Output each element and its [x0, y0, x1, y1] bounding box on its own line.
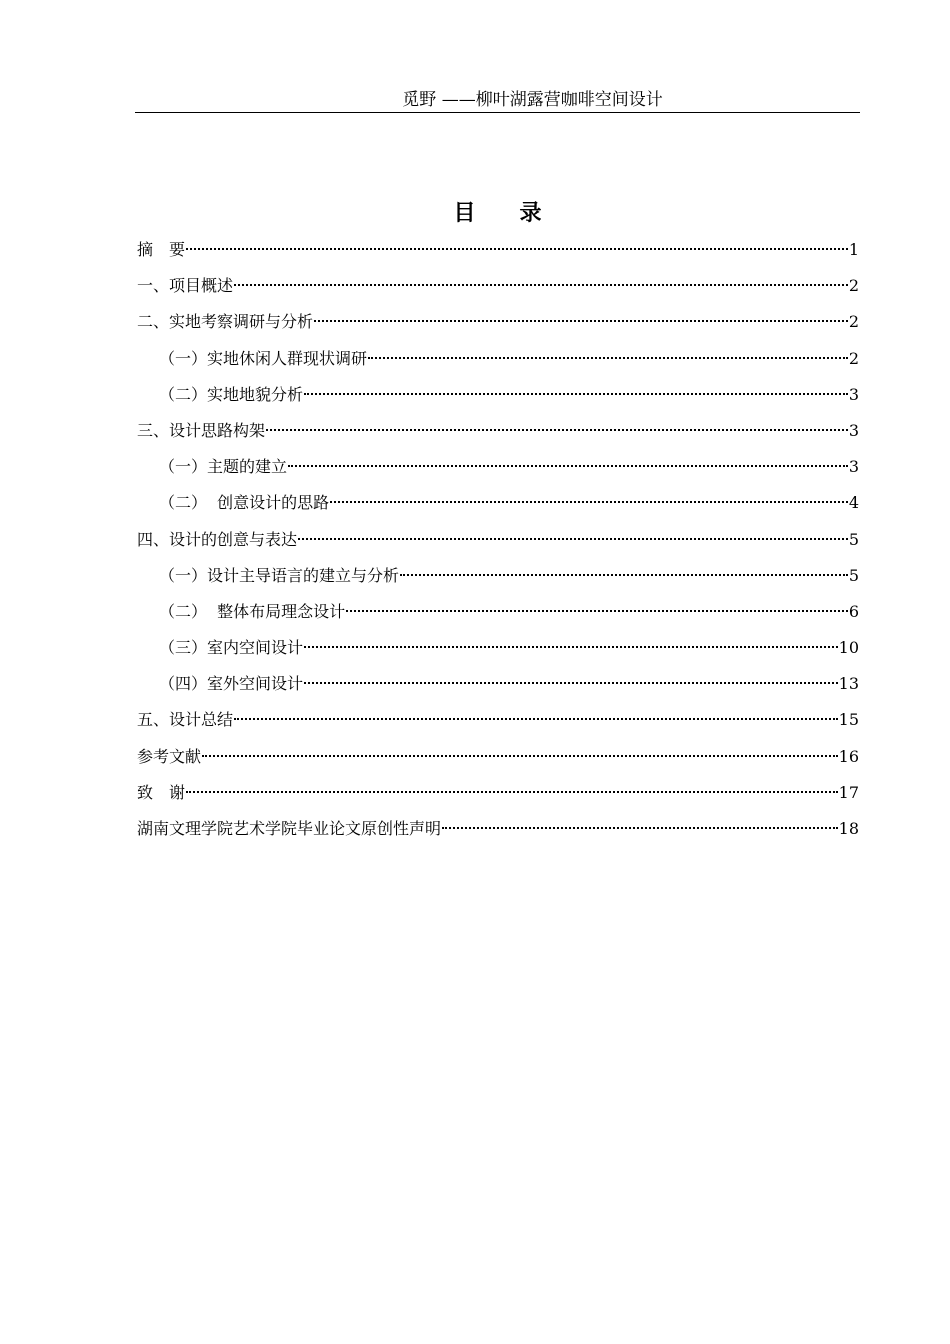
- toc-entry[interactable]: [137, 522, 859, 558]
- dot-leader: [298, 538, 848, 540]
- toc-entry-page-number: 5: [848, 565, 859, 585]
- dot-leader: [442, 827, 838, 829]
- toc-entry-page-number: 5: [848, 529, 859, 549]
- toc-entry-label: （一）实地休闲人群现状调研: [159, 348, 368, 368]
- toc-entry-label: 致 谢: [137, 782, 186, 802]
- toc-entry[interactable]: [137, 268, 859, 304]
- toc-entry[interactable]: [137, 558, 859, 594]
- toc-entry-page-number: 2: [848, 312, 859, 332]
- dot-leader: [400, 574, 848, 576]
- toc-entry[interactable]: [137, 377, 859, 413]
- toc-entry[interactable]: [137, 739, 859, 775]
- toc-entry-page-number: 17: [838, 782, 859, 802]
- dot-leader: [266, 429, 848, 431]
- dot-leader: [288, 465, 848, 467]
- toc-entry[interactable]: [137, 811, 859, 847]
- toc-entry-label: 四、设计的创意与表达: [137, 529, 298, 549]
- dot-leader: [346, 610, 848, 612]
- dot-leader: [234, 284, 848, 286]
- toc-entry-page-number: 2: [848, 348, 859, 368]
- toc-entry[interactable]: [137, 485, 859, 521]
- toc-entry[interactable]: [137, 594, 859, 630]
- toc-entry[interactable]: [137, 666, 859, 702]
- toc-list: [137, 232, 859, 847]
- toc-entry[interactable]: [137, 702, 859, 738]
- toc-entry-label: （二） 创意设计的思路: [159, 493, 330, 513]
- toc-entry[interactable]: [137, 341, 859, 377]
- toc-entry[interactable]: [137, 304, 859, 340]
- toc-entry[interactable]: [137, 413, 859, 449]
- toc-entry-label: 参考文献: [137, 746, 202, 766]
- toc-entry-page-number: 3: [848, 384, 859, 404]
- toc-entry-label: （一）主题的建立: [159, 457, 288, 477]
- toc-entry-page-number: 10: [838, 638, 859, 658]
- toc-entry-page-number: 16: [838, 746, 859, 766]
- dot-leader: [304, 682, 838, 684]
- toc-entry[interactable]: [137, 449, 859, 485]
- toc-entry-page-number: 13: [838, 674, 859, 694]
- dot-leader: [330, 501, 848, 503]
- dot-leader: [304, 393, 848, 395]
- dot-leader: [314, 320, 848, 322]
- toc-entry-label: 一、项目概述: [137, 276, 234, 296]
- dot-leader: [202, 755, 838, 757]
- toc-entry-label: 摘 要: [137, 240, 186, 259]
- toc-entry-page-number: 6: [848, 601, 859, 621]
- toc-entry-label: （一）设计主导语言的建立与分析: [159, 565, 400, 585]
- toc-entry-page-number: 3: [848, 420, 859, 440]
- toc-entry[interactable]: [137, 630, 859, 666]
- toc-entry-label: 湖南文理学院艺术学院毕业论文原创性声明: [137, 819, 442, 838]
- dot-leader: [186, 248, 848, 250]
- toc-title: 目录: [453, 200, 586, 226]
- toc-entry-page-number: 15: [838, 710, 859, 730]
- toc-entry-page-number: 18: [838, 819, 859, 838]
- toc-entry-label: （三）室内空间设计: [159, 638, 304, 658]
- toc-entry-label: 五、设计总结: [137, 710, 234, 730]
- toc-entry-page-number: 3: [848, 457, 859, 477]
- header-rule: [135, 112, 860, 113]
- dot-leader: [186, 791, 838, 793]
- dot-leader: [304, 646, 838, 648]
- toc-entry-label: （四）室外空间设计: [159, 674, 304, 694]
- dot-leader: [234, 718, 838, 720]
- toc-entry-page-number: 1: [848, 240, 859, 259]
- toc-entry-page-number: 2: [848, 276, 859, 296]
- toc-entry[interactable]: [137, 775, 859, 811]
- toc-entry-label: （二）实地地貌分析: [159, 384, 304, 404]
- toc-entry-label: （二） 整体布局理念设计: [159, 601, 346, 621]
- toc-entry-page-number: 4: [848, 493, 859, 513]
- toc-entry-label: 二、实地考察调研与分析: [137, 312, 314, 332]
- toc-entry-label: 三、设计思路构架: [137, 420, 266, 440]
- dot-leader: [368, 357, 848, 359]
- running-header: 觅野 ——柳叶湖露营咖啡空间设计: [402, 90, 663, 110]
- toc-entry[interactable]: [137, 232, 859, 268]
